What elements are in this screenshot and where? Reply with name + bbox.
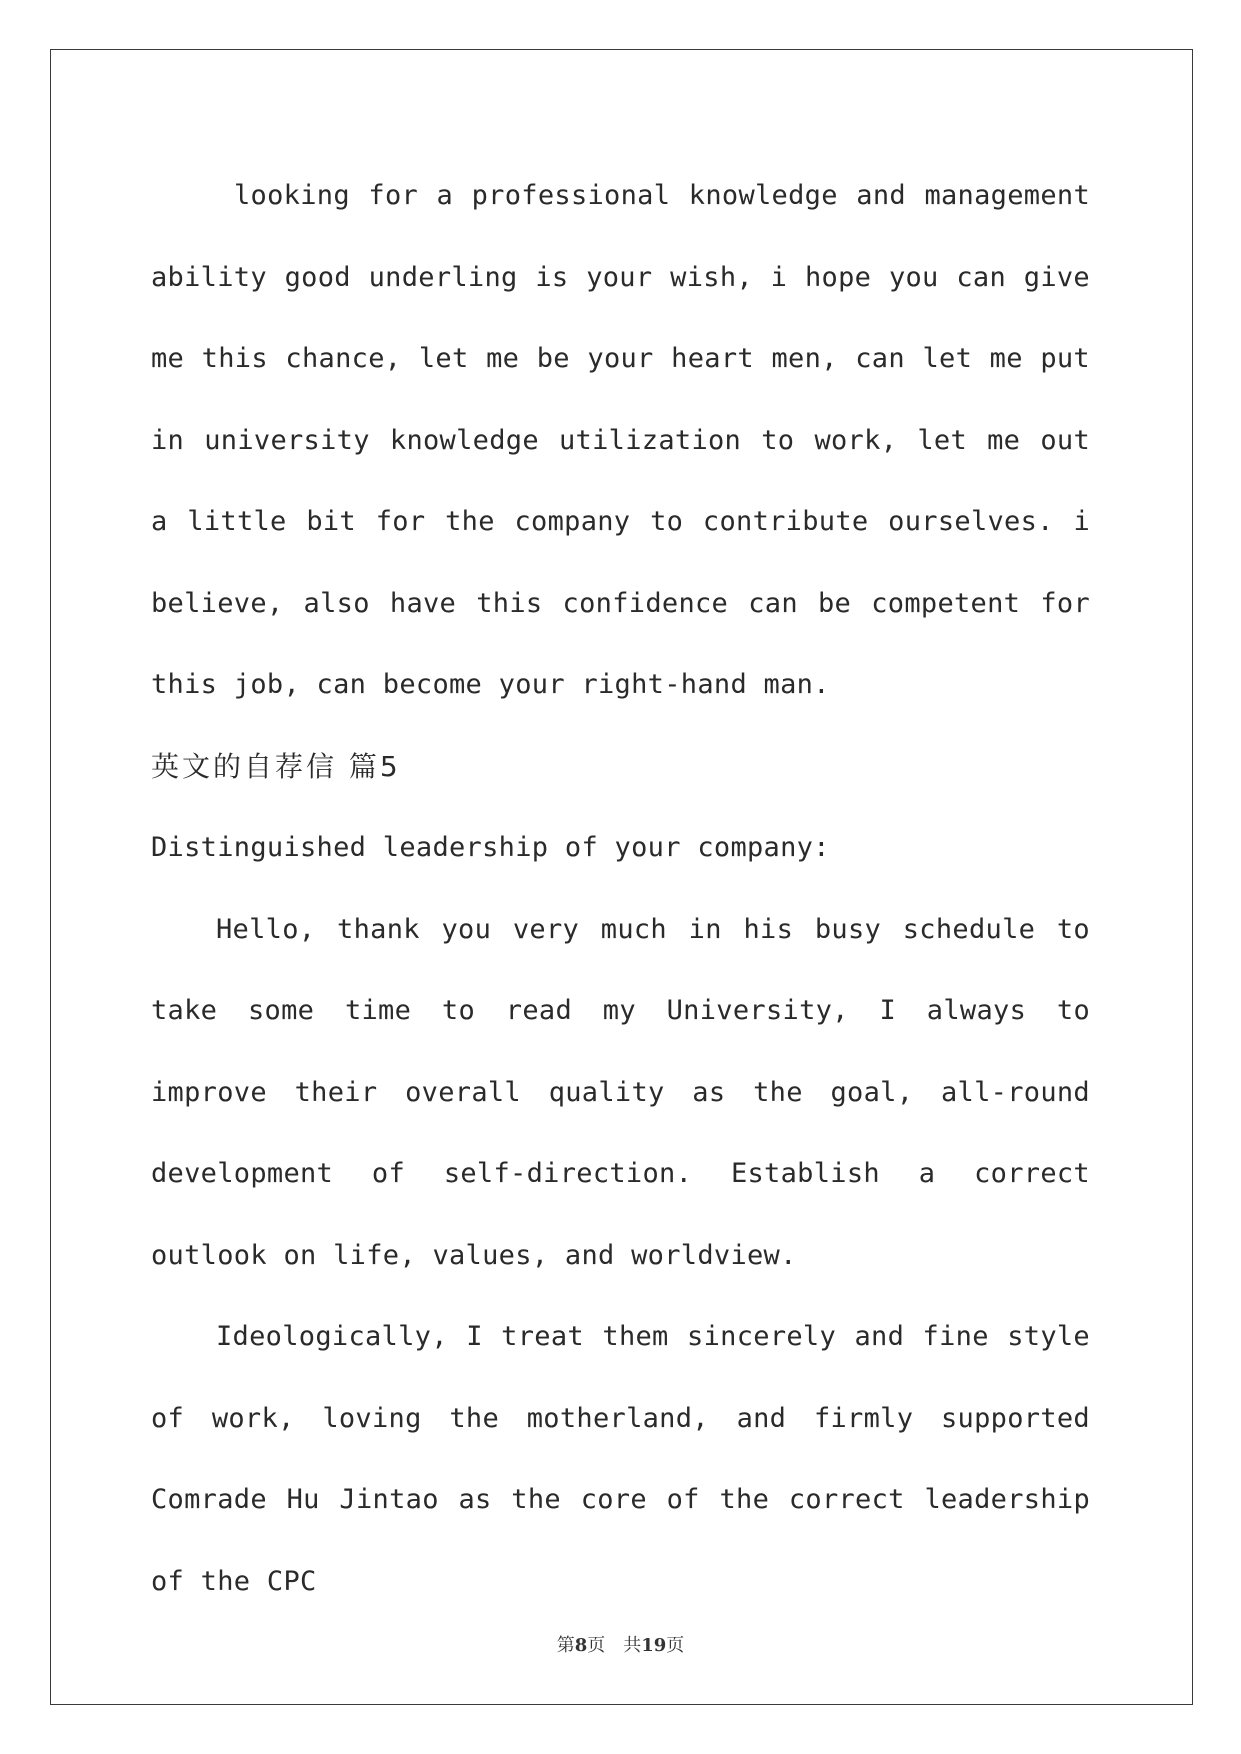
current-page-number: 8 (574, 1635, 588, 1656)
footer-total-prefix: 共 (623, 1635, 642, 1656)
page-footer (0, 1631, 1241, 1657)
salutation: Distinguished leadership of your company: (151, 832, 830, 863)
section-heading: 英文的自荐信 篇5 (151, 749, 401, 783)
footer-page-word: 页 (587, 1635, 606, 1656)
document-body (151, 155, 1090, 1622)
paragraph: Hello, thank you very much in his busy schedule to take some time to read my University, I always to improve their overall quality as the goal, all-round development of self-direction. Establish a correct outlook on life, values, and worldview. (151, 913, 1090, 1271)
footer-suffix: 页 (666, 1635, 685, 1656)
total-pages-number: 19 (641, 1635, 667, 1656)
footer-prefix: 第 (556, 1635, 575, 1656)
paragraph-continuation: looking for a professional knowledge and management ability good underling is your wish, i hope you can give me this chance, let me be your heart men, can let me put in university knowledge utilization to work, let me out a little bit for the company to contribute ourselves. i believe, also have this confidence can be competent for this job, can become your right-hand man. (151, 180, 1090, 700)
paragraph: Ideologically, I treat them sincerely and fine style of work, loving the motherland, and firmly supported Comrade Hu Jintao as the core of the correct leadership of the CPC (151, 1321, 1090, 1597)
